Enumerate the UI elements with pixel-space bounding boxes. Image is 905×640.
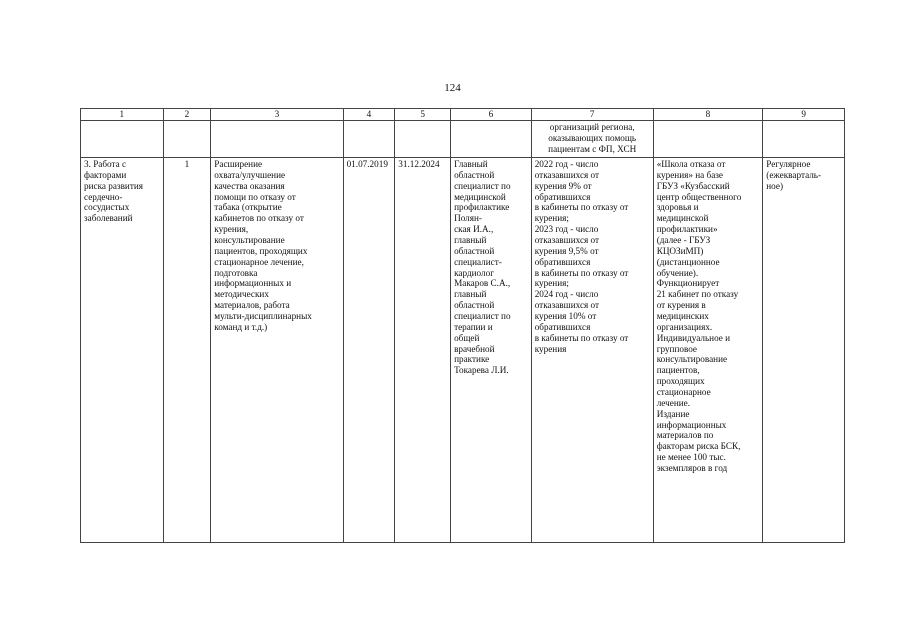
column-number-3: 3 (211, 109, 343, 121)
page-number: 124 (444, 82, 461, 94)
column-number-2: 2 (163, 109, 211, 121)
cont-cell-6 (451, 121, 532, 158)
cont-cell-3 (211, 121, 343, 158)
column-number-9: 9 (763, 109, 845, 121)
plan-table (80, 108, 845, 543)
column-number-1: 1 (81, 109, 164, 121)
column-number-4: 4 (343, 109, 395, 121)
continuation-row (81, 121, 845, 158)
frequency-cell: Регулярное (ежекварталь- ное) (763, 158, 845, 543)
cont-cell-8 (653, 121, 763, 158)
item-number-cell: 1 (163, 158, 211, 543)
start-date-cell: 01.07.2019 (343, 158, 395, 543)
cont-cell-9 (763, 121, 845, 158)
column-number-6: 6 (451, 109, 532, 121)
column-number-row (81, 109, 845, 121)
expected-result-cell: 2022 год - число отказавшихся от курения 9% от обратившихся в кабинеты по отказу от курения; 2023 год - число отказавшихся от курения 9,5% от обратившихся в кабинеты по отказу от курения; 2024 год - число отказавшихся от курения 10% от обратившихся в кабинеты по отказу от курения (531, 158, 653, 543)
responsible-cell: Главный областной специалист по медицинской профилактике Полян- ская И.А., главный областной специалист- кардиолог Макаров С.А., главный областной специалист по терапии и общей врачебной практике Токарева Л.И. (451, 158, 532, 543)
direction-cell: 3. Работа с факторами риска развития сердечно- сосудистых заболеваний (81, 158, 164, 543)
cont-cell-4 (343, 121, 395, 158)
column-number-8: 8 (653, 109, 763, 121)
cont-cell-7 (531, 121, 653, 158)
end-date-cell: 31.12.2024 (395, 158, 451, 543)
measure-cell: Расширение охвата/улучшение качества оказания помощи по отказу от табака (открытие кабинетов по отказу от курения, консультирование пациентов, проходящих стационарное лечение, подготовка информационных и методических материалов, работа мульти-дисциплинарных команд и т.д.) (211, 158, 343, 543)
column-number-7: 7 (531, 109, 653, 121)
cont-cell-1 (81, 121, 164, 158)
cont-results-text: организаций региона, оказывающих помощь пациентам с ФП, ХСН (548, 122, 637, 154)
column-number-5: 5 (395, 109, 451, 121)
cont-cell-5 (395, 121, 451, 158)
status-cell: «Школа отказа от курения» на базе ГБУЗ «Кузбасский центр общественного здоровья и медицинской профилактики» (далее - ГБУЗ КЦОЗиМП) (дистанционное обучение). Функционирует 21 кабинет по отказу от курения в медицинских организациях. Индивидуальное и групповое консультирование пациентов, проходящих стационарное лечение. Издание информационных материалов по факторам риска БСК, не менее 100 тыс. экземпляров в год (653, 158, 763, 543)
table-row (81, 158, 845, 543)
cont-cell-2 (163, 121, 211, 158)
